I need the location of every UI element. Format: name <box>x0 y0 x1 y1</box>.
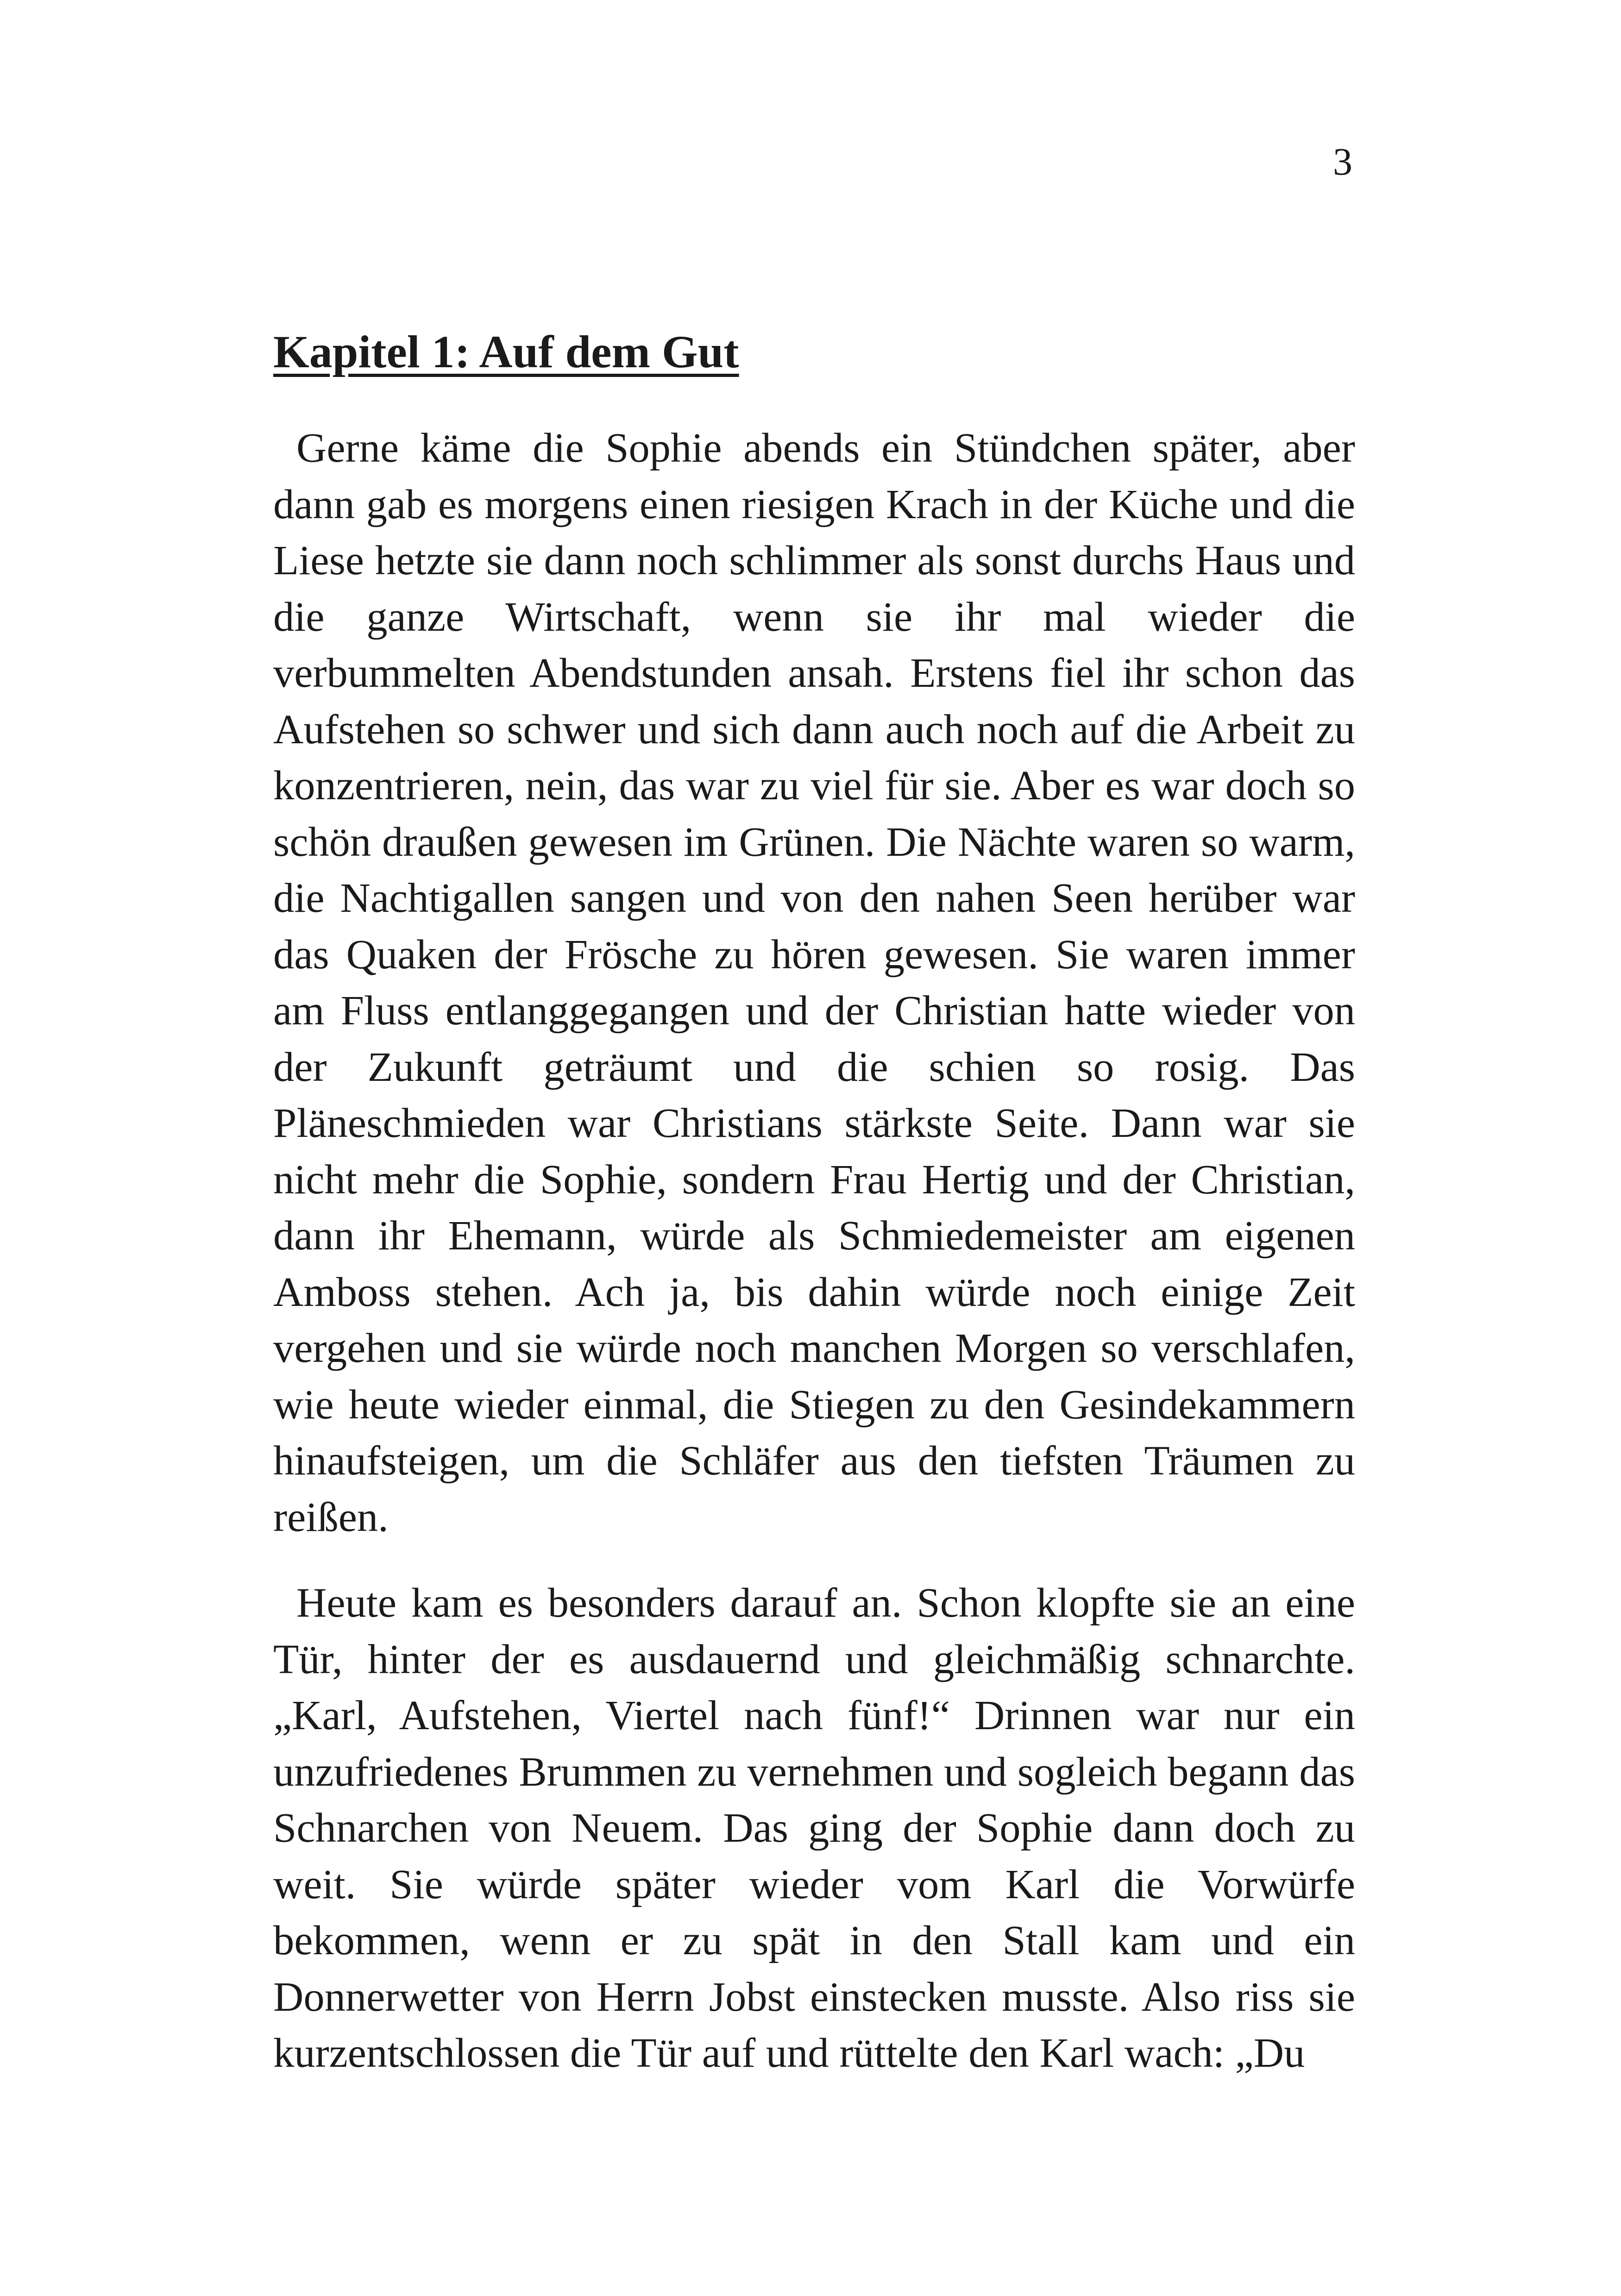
paragraph-1: Gerne käme die Sophie abends ein Stündchen später, aber dann gab es morgens einen riesigen Krach in der Küche und die Liese hetzte sie dann noch schlimmer als sonst durchs Haus und die ganze Wirtschaft, wenn sie ihr mal wieder die verbummelten Abendstunden ansah. Erstens fiel ihr schon das Aufstehen so schwer und sich dann auch noch auf die Arbeit zu konzentrieren, nein, das war zu viel für sie. Aber es war doch so schön draußen gewesen im Grünen. Die Nächte waren so warm, die Nachtigallen sangen und von den nahen Seen herüber war das Quaken der Frösche zu hören gewesen. Sie waren immer am Fluss entlanggegangen und der Christian hatte wieder von der Zukunft geträumt und die schien so rosig. Das Pläneschmieden war Christians stärkste Seite. Dann war sie nicht mehr die Sophie, sondern Frau Hertig und der Christian, dann ihr Ehemann, würde als Schmiedemeister am eigenen Amboss stehen. Ach ja, bis dahin würde noch einige Zeit vergehen und sie würde noch manchen Morgen so verschlafen, wie heute wieder einmal, die Stiegen zu den Gesindekammern hinaufsteigen, um die Schläfer aus den tiefsten Träumen zu reißen. <box>273 424 1355 1540</box>
chapter-heading: Kapitel 1: Auf dem Gut <box>273 326 739 377</box>
paragraph-2: Heute kam es besonders darauf an. Schon klopfte sie an eine Tür, hinter der es ausdauernd und gleichmäßig schnarchte. „Karl, Aufstehen, Viertel nach fünf!“ Drinnen war nur ein unzufriedenes Brummen zu vernehmen und sogleich begann das Schnarchen von Neuem. Das ging der Sophie dann doch zu weit. Sie würde später wieder vom Karl die Vorwürfe bekommen, wenn er zu spät in den Stall kam und ein Donnerwetter von Herrn Jobst einstecken musste. Also riss sie kurzentschlossen die Tür auf und rüttelte den Karl wach: „Du <box>273 1579 1355 2076</box>
page-number: 3 <box>1333 140 1352 183</box>
chapter-body <box>273 420 1355 2081</box>
